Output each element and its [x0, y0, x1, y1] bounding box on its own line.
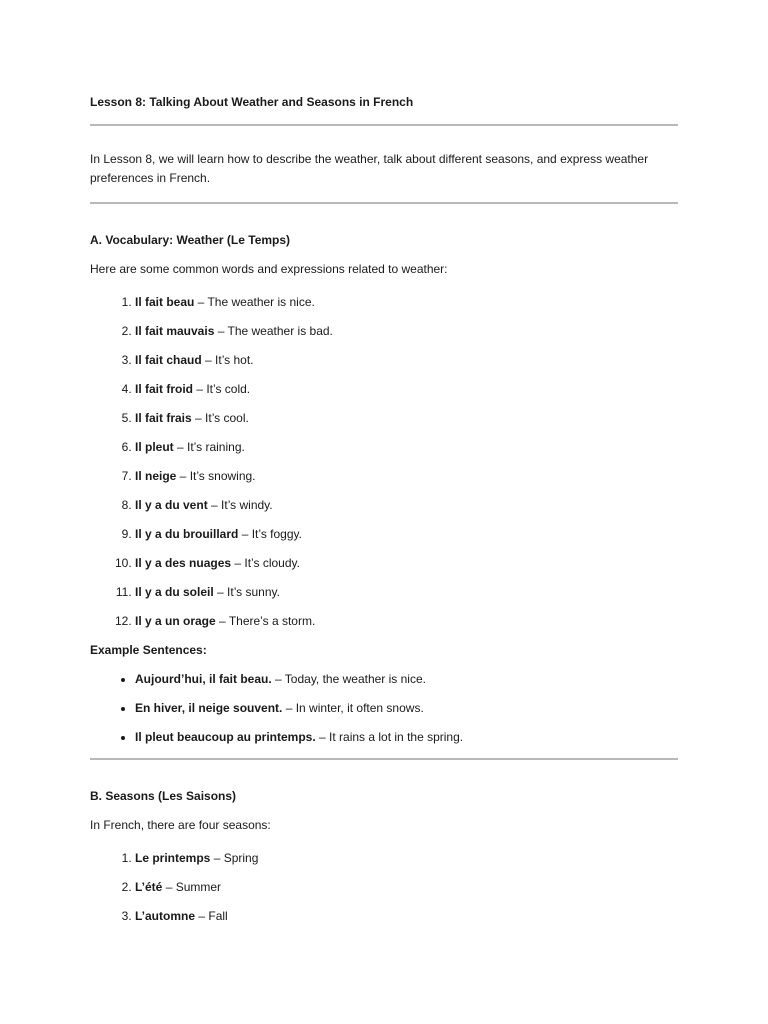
vocab-item: [135, 462, 678, 491]
example-sentences-list: [90, 665, 678, 752]
vocab-item-translation: It’s raining.: [187, 440, 245, 454]
divider: [90, 758, 678, 760]
dash-separator: –: [162, 880, 176, 894]
vocab-item-term: Il y a du brouillard: [135, 527, 239, 541]
examples-heading: Example Sentences:: [90, 643, 207, 657]
vocab-item: [135, 433, 678, 462]
example-item: [135, 723, 678, 752]
vocab-item-translation: The weather is bad.: [227, 324, 333, 338]
vocab-item-translation: It’s windy.: [221, 498, 273, 512]
lesson-title: Lesson 8: Talking About Weather and Seasons in French: [90, 95, 414, 109]
season-item: [135, 902, 678, 931]
vocab-item-term: Il y a un orage: [135, 614, 216, 628]
vocab-item-term: Il fait chaud: [135, 353, 202, 367]
example-item-term: Aujourd’hui, il fait beau.: [135, 672, 272, 686]
vocab-item-translation: The weather is nice.: [207, 295, 315, 309]
section-b-lead: In French, there are four seasons:: [90, 818, 271, 832]
example-item-term: Il pleut beaucoup au printemps.: [135, 730, 316, 744]
vocab-item-term: Il y a des nuages: [135, 556, 232, 570]
divider: [90, 202, 678, 204]
vocab-item: [135, 549, 678, 578]
dash-separator: –: [210, 851, 224, 865]
vocab-item-term: Il pleut: [135, 440, 174, 454]
vocab-item: [135, 578, 678, 607]
vocab-item: [135, 491, 678, 520]
dash-separator: –: [238, 527, 252, 541]
vocab-item-term: Il fait beau: [135, 295, 195, 309]
vocab-item-translation: It’s hot.: [215, 353, 254, 367]
vocab-item-term: Il fait mauvais: [135, 324, 215, 338]
dash-separator: –: [176, 469, 190, 483]
season-item-translation: Fall: [208, 909, 228, 923]
vocab-item-translation: It’s cold.: [206, 382, 251, 396]
seasons-list: [90, 844, 678, 931]
vocab-item: [135, 607, 678, 636]
vocab-item: [135, 520, 678, 549]
dash-separator: –: [231, 556, 245, 570]
season-item-translation: Summer: [175, 880, 222, 894]
weather-vocabulary-list: [90, 288, 678, 636]
divider: [90, 124, 678, 126]
season-item-term: L’automne: [135, 909, 196, 923]
vocab-item: [135, 288, 678, 317]
dash-separator: –: [173, 440, 188, 454]
vocab-item-term: Il fait frais: [135, 411, 192, 425]
vocab-item-translation: It’s foggy.: [251, 527, 302, 541]
document-page: [90, 0, 678, 931]
vocab-item-translation: It’s cool.: [205, 411, 249, 425]
dash-separator: –: [195, 909, 209, 923]
season-item-translation: Spring: [223, 851, 259, 865]
intro-paragraph: In Lesson 8, we will learn how to describe the weather, talk about different seasons, and express weather preferences in French.: [90, 152, 649, 185]
example-item-translation: It rains a lot in the spring.: [329, 730, 464, 744]
example-item-term: En hiver, il neige souvent.: [135, 701, 283, 715]
season-item-term: L’été: [135, 880, 163, 894]
season-item-term: Le printemps: [135, 851, 211, 865]
section-b-heading: B. Seasons (Les Saisons): [90, 789, 237, 803]
vocab-item-translation: It’s snowing.: [189, 469, 256, 483]
season-item: [135, 873, 678, 902]
section-a-heading: A. Vocabulary: Weather (Le Temps): [90, 233, 291, 247]
season-item: [135, 844, 678, 873]
section-a-lead: Here are some common words and expressions related to weather:: [90, 262, 448, 276]
dash-separator: –: [315, 730, 330, 744]
example-item-translation: In winter, it often snows.: [295, 701, 424, 715]
vocab-item-translation: It’s sunny.: [227, 585, 280, 599]
vocab-item: [135, 317, 678, 346]
vocab-item-translation: There’s a storm.: [228, 614, 316, 628]
vocab-item-translation: It’s cloudy.: [244, 556, 300, 570]
dash-separator: –: [215, 614, 229, 628]
dash-separator: –: [201, 353, 216, 367]
vocab-item-term: Il fait froid: [135, 382, 193, 396]
dash-separator: –: [282, 701, 296, 715]
vocab-item: [135, 346, 678, 375]
dash-separator: –: [271, 672, 285, 686]
dash-separator: –: [207, 498, 222, 512]
vocab-item: [135, 404, 678, 433]
dash-separator: –: [191, 411, 206, 425]
example-item: [135, 665, 678, 694]
dash-separator: –: [193, 382, 207, 396]
example-item-translation: Today, the weather is nice.: [284, 672, 426, 686]
vocab-item-term: Il y a du vent: [135, 498, 208, 512]
vocab-item: [135, 375, 678, 404]
example-item: [135, 694, 678, 723]
vocab-item-term: Il neige: [135, 469, 177, 483]
vocab-item-term: Il y a du soleil: [135, 585, 214, 599]
dash-separator: –: [214, 324, 228, 338]
dash-separator: –: [194, 295, 208, 309]
dash-separator: –: [213, 585, 228, 599]
